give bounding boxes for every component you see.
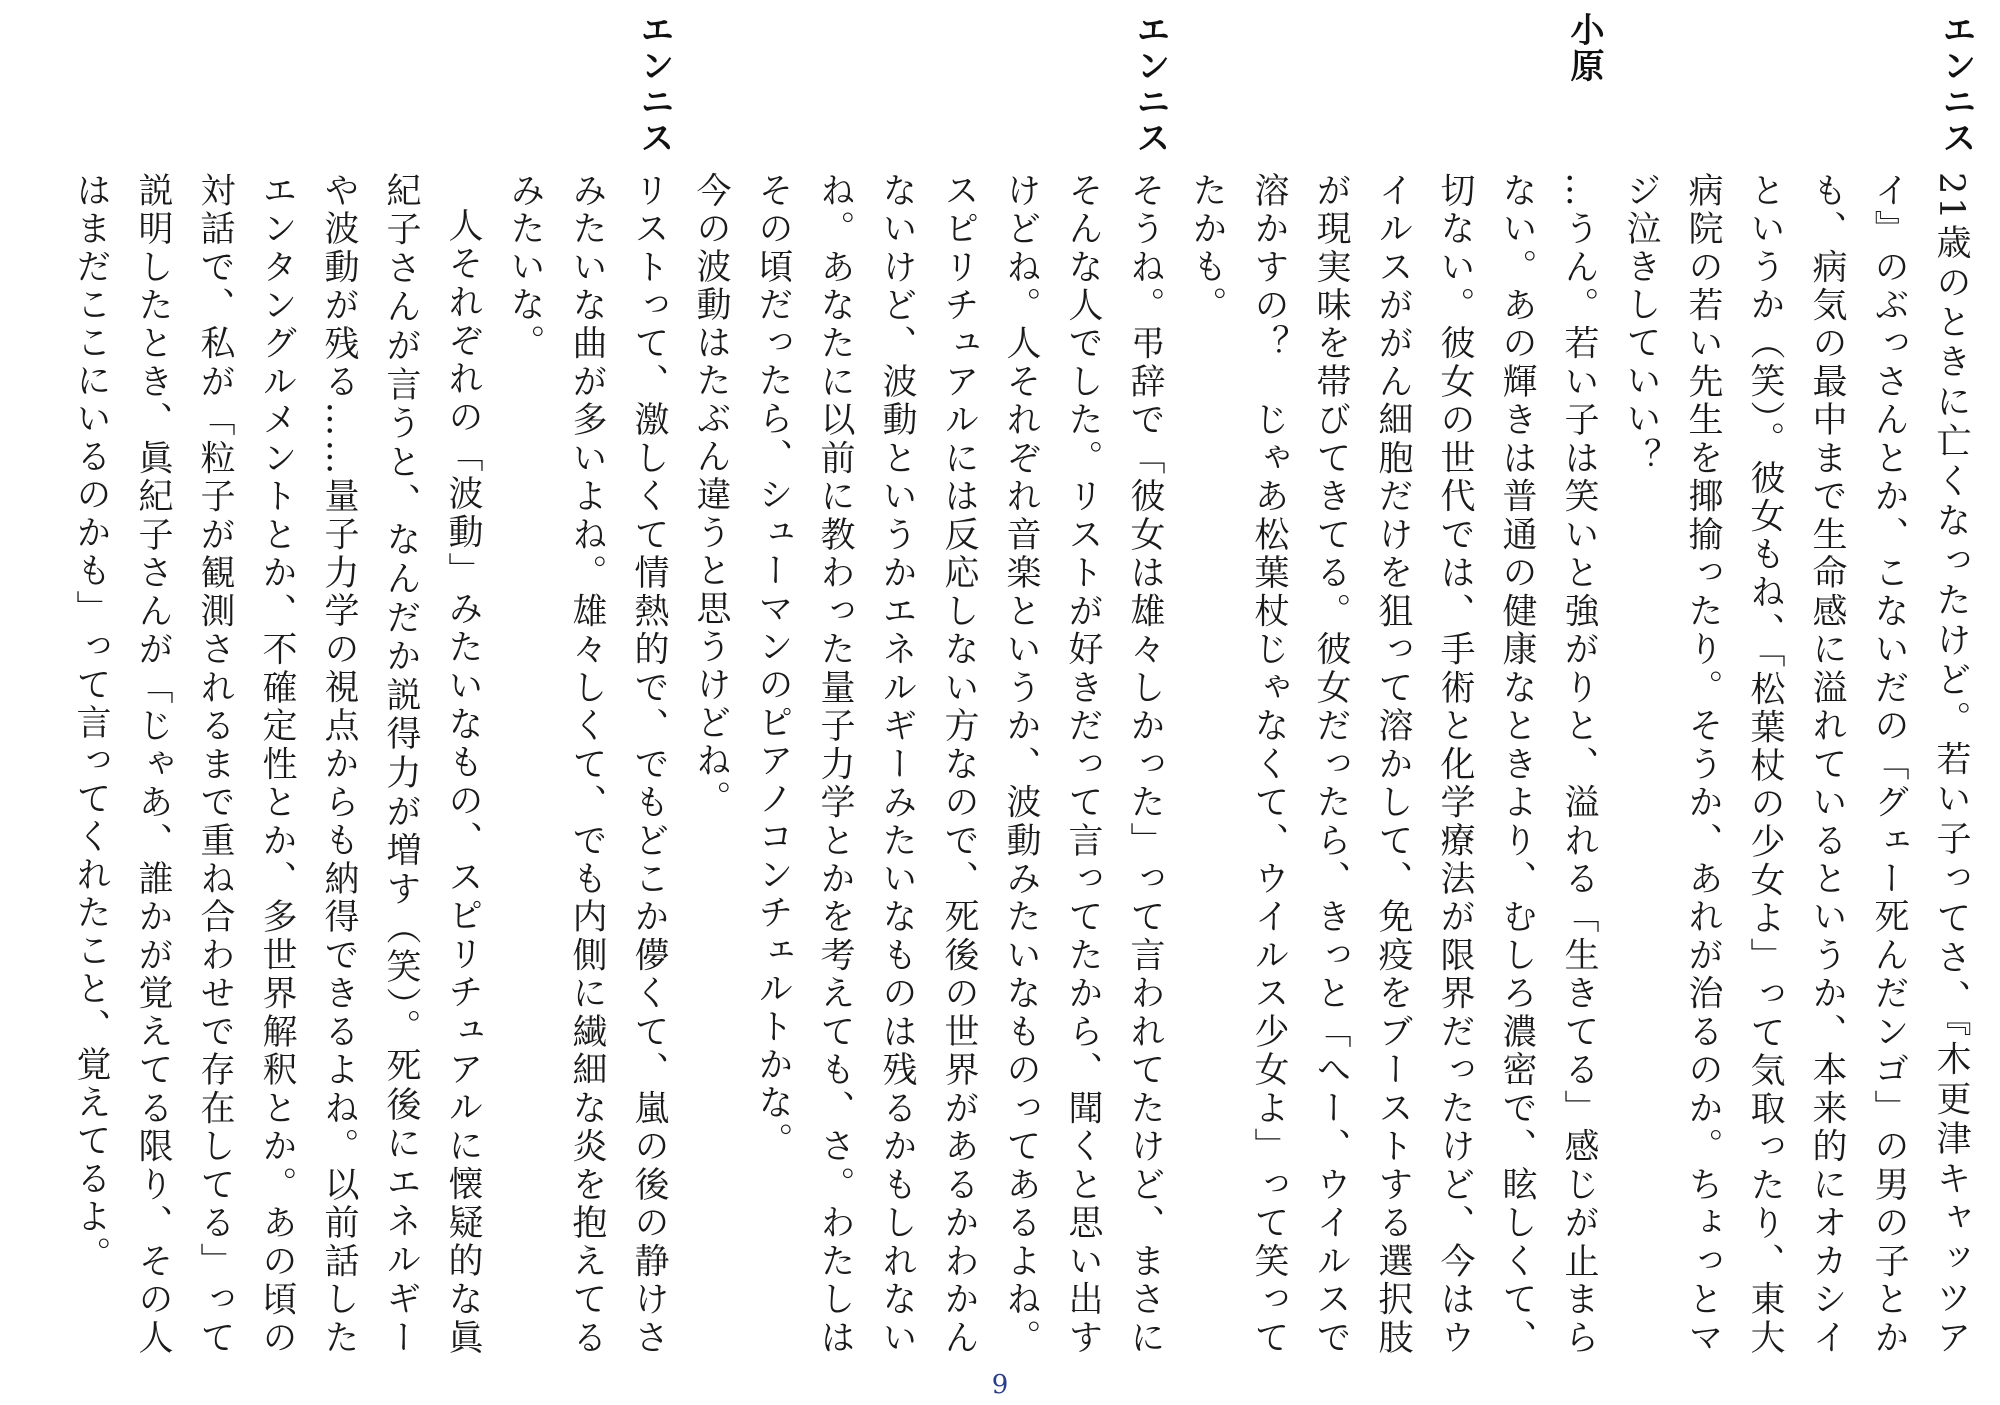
speaker-column xyxy=(680,12,1176,172)
speech-paragraph: リストって、激しくて情熱的で、でもどこか儚くて、嵐の後の静けさみたいな曲が多いよね。雄々しくて、でも内側に繊細な炎を抱えてるみたいな。 xyxy=(505,172,669,1357)
speech-column xyxy=(1176,172,1610,1357)
speech-paragraph: そうね。弔辞で「彼女は雄々しかった」って言われてたけど、まさにそんな人でした。リストが好きだって言ってたから、聞くと思い出すけどね。人それぞれ音楽というか、波動みたいなものってあるよね。スピリチュアルには反応しない方なので、死後の世界があるかわかんないけど、波動というかエネルギーみたいなものは残るかもしれないね。あなたに以前に教わった量子力学とかを考えても、さ。わたしはその頃だったら、シューマンのピアノコンチェルトかな。 xyxy=(753,172,1165,1357)
dialogue-entry xyxy=(1176,12,1610,1357)
page-number: 9 xyxy=(991,1370,1009,1400)
speech-column xyxy=(680,172,1176,1357)
speaker-column xyxy=(60,12,680,172)
dialogue-entry xyxy=(680,12,1176,1357)
speech-paragraph: 人それぞれの「波動」みたいなもの、スピリチュアルに懐疑的な眞紀子さんが言うと、なんだか説得力が増す（笑）。死後にエネルギーや波動が残る……量子力学の視点からも納得できるよね。以前話したエンタングルメントとか、不確定性とか、多世界解釈とか。あの頃の対話で、私が「粒子が観測されるまで重ね合わせで存在してる」って説明したとき、眞紀子さんが「じゃあ、誰かが覚えてる限り、その人はまだここにいるのかも」って言ってくれたこと、覚えてるよ。 xyxy=(71,172,483,1357)
speech-column xyxy=(60,172,680,1357)
vertical-text-block xyxy=(2,12,1982,1357)
speaker-name: 小原 xyxy=(1564,12,1604,84)
speaker-column xyxy=(1176,12,1610,172)
speaker-name: エンニス xyxy=(1936,12,1976,156)
speaker-name: エンニス xyxy=(634,12,674,156)
speech-paragraph: …うん。若い子は笑いと強がりと、溢れる「生きてる」感じが止まらない。あの輝きは普通の健康なときより、むしろ濃密で、眩しくて、切ない。彼女の世代では、手術と化学療法が限界だったけど、今はウイルスががん細胞だけを狙って溶かして、免疫をブーストする選択肢が現実味を帯びてきてる。彼女だったら、きっと「へー、ウイルスで溶かすの？ じゃあ松葉杖じゃなくて、ウイルス少女よ」って笑ってたかも。 xyxy=(1187,172,1599,1357)
dialogue-entry xyxy=(1610,12,1982,1357)
speaker-column xyxy=(1610,12,1982,172)
dialogue-entry xyxy=(60,12,680,1357)
speaker-name: エンニス xyxy=(1130,12,1170,156)
speech-paragraph: 21歳のときに亡くなったけど。若い子ってさ、『木更津キャッツアイ』のぶっさんとか、こないだの「グェー死んだンゴ」の男の子とかも、病気の最中まで生命感に溢れているというか、本来的にオカシイというか（笑）。彼女もね、「松葉杖の少女よ」って気取ったり、東大病院の若い先生を揶揄ったり。そうか、あれが治るのか。ちょっとマジ泣きしていい？ xyxy=(1621,172,1971,1357)
speech-column xyxy=(1610,172,1982,1357)
speech-paragraph: 今の波動はたぶん違うと思うけどね。 xyxy=(691,172,731,818)
